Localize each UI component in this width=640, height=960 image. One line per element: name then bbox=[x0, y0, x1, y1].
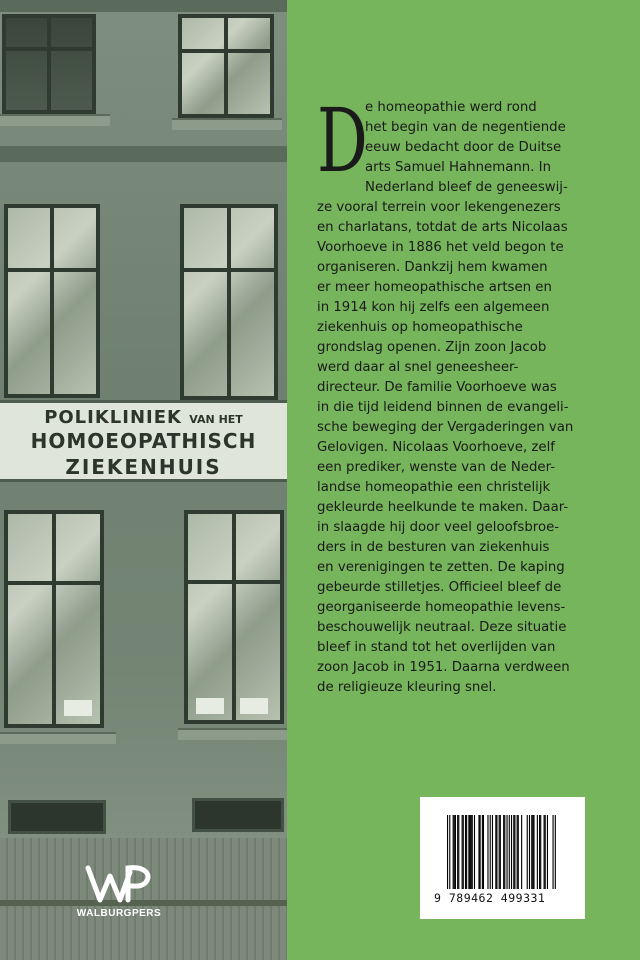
blurb-line: bleef in stand tot het overlijden van bbox=[317, 640, 556, 655]
barcode-bar bbox=[463, 815, 464, 889]
barcode-bar bbox=[514, 815, 515, 889]
blurb-line: in die tijd leidend binnen de evangeli- bbox=[317, 400, 569, 415]
blurb-line: in 1914 kon hij zelfs een algemeen bbox=[317, 300, 550, 315]
barcode-bar bbox=[529, 815, 530, 889]
blurb-line: gebeurde stilletjes. Officieel bleef de bbox=[317, 580, 562, 595]
barcode-bar bbox=[458, 815, 459, 889]
barcode-bar bbox=[482, 815, 483, 889]
blurb-line: beschouwelijk neutraal. Deze situatie bbox=[317, 620, 567, 635]
barcode-bar bbox=[478, 815, 479, 889]
barcode-bar bbox=[462, 815, 463, 889]
barcode-bar bbox=[518, 815, 519, 889]
floor-cornice bbox=[0, 146, 287, 162]
isbn-barcode bbox=[420, 797, 585, 919]
barcode-bar bbox=[545, 815, 546, 889]
barcode-bar bbox=[455, 815, 456, 889]
barcode-bar bbox=[544, 815, 545, 889]
blurb-line: een prediker, wenste van de Neder- bbox=[317, 460, 555, 475]
barcode-bar bbox=[457, 815, 458, 889]
lower-window-right bbox=[184, 510, 284, 724]
blurb-line: gekleurde heelkunde te maken. Daar- bbox=[317, 500, 569, 515]
barcode-bar bbox=[531, 815, 532, 889]
barcode-bar bbox=[547, 815, 548, 889]
barcode-bar bbox=[449, 815, 450, 889]
window-sill bbox=[0, 732, 116, 744]
basement-window bbox=[192, 798, 284, 832]
blurb-line: de religieuze kleuring snel. bbox=[317, 680, 497, 695]
blurb-line: arts Samuel Hahnemann. In bbox=[365, 160, 551, 175]
name-plate bbox=[240, 698, 268, 714]
barcode-bars bbox=[447, 815, 557, 891]
barcode-bar bbox=[474, 815, 475, 889]
blurb-line: sche beweging der Vergaderingen van bbox=[317, 420, 574, 435]
hospital-sign bbox=[0, 400, 287, 482]
sign-line-1: POLIKLINIEK VAN HET bbox=[44, 407, 243, 428]
barcode-bar bbox=[527, 815, 528, 889]
barcode-bar bbox=[540, 815, 541, 889]
blurb-line: organiseren. Dankzij hem kwamen bbox=[317, 260, 548, 275]
barcode-bar bbox=[499, 815, 500, 889]
blurb-line: en verenigingen te zetten. De kaping bbox=[317, 560, 565, 575]
barcode-bar bbox=[532, 815, 533, 889]
barcode-bar bbox=[506, 815, 507, 889]
barcode-bar bbox=[492, 815, 493, 889]
barcode-bar bbox=[495, 815, 496, 889]
barcode-bar bbox=[503, 815, 504, 889]
blurb-text bbox=[317, 89, 585, 698]
blurb-line: er meer homeopathische artsen en bbox=[317, 280, 552, 295]
publisher-name: WALBURGPERS bbox=[76, 908, 162, 919]
middle-window-right bbox=[180, 204, 278, 400]
publisher-logo bbox=[74, 862, 164, 919]
barcode-bar bbox=[500, 815, 501, 889]
barcode-bar bbox=[447, 815, 448, 889]
hospital-facade-photo bbox=[0, 0, 287, 960]
roof-cornice bbox=[0, 0, 287, 12]
name-plate bbox=[196, 698, 224, 714]
window-sill bbox=[0, 114, 110, 126]
barcode-bar bbox=[504, 815, 505, 889]
blurb-line: eeuw bedacht door de Duitse bbox=[365, 140, 562, 155]
barcode-bar bbox=[513, 815, 514, 889]
blurb-line: werd daar al snel geneesheer- bbox=[317, 360, 519, 375]
blurb-line: ze vooral terrein voor lekengenezers bbox=[317, 200, 561, 215]
isbn-digits: 9 789462 499331 bbox=[434, 891, 546, 905]
barcode-bar bbox=[490, 815, 491, 889]
sign-line-3: ZIEKENHUIS bbox=[65, 455, 222, 479]
barcode-bar bbox=[511, 815, 512, 889]
barcode-bar bbox=[553, 815, 554, 889]
blurb-line: directeur. De familie Voorhoeve was bbox=[317, 380, 557, 395]
blurb-line: ders in de besturen van ziekenhuis bbox=[317, 540, 550, 555]
blurb-line: ziekenhuis op homeopathische bbox=[317, 320, 523, 335]
barcode-bar bbox=[471, 815, 472, 889]
barcode-bar bbox=[466, 815, 467, 889]
middle-window-left bbox=[4, 204, 100, 398]
barcode-bar bbox=[517, 815, 518, 889]
upper-window-left bbox=[2, 14, 96, 114]
upper-window-right bbox=[178, 14, 274, 118]
walburg-pers-wp-logo-icon bbox=[84, 862, 154, 906]
blurb-line: het begin van de negentiende bbox=[365, 120, 566, 135]
basement-window bbox=[8, 800, 106, 834]
blurb-line: e homeopathie werd rond bbox=[365, 100, 537, 115]
barcode-bar bbox=[555, 815, 556, 889]
window-sill bbox=[172, 118, 282, 130]
barcode-bar bbox=[496, 815, 497, 889]
lower-window-left bbox=[4, 510, 104, 728]
blurb-line: Gelovigen. Nicolaas Voorhoeve, zelf bbox=[317, 440, 555, 455]
barcode-bar bbox=[483, 815, 484, 889]
barcode-bar bbox=[533, 815, 534, 889]
barcode-bar bbox=[480, 815, 481, 889]
blurb-line: zoon Jacob in 1951. Daarna verdween bbox=[317, 660, 570, 675]
barcode-bar bbox=[472, 815, 473, 889]
blurb-line: georganiseerde homeopathie levens- bbox=[317, 600, 566, 615]
barcode-bar bbox=[537, 815, 538, 889]
name-plate bbox=[64, 700, 92, 716]
barcode-bar bbox=[468, 815, 469, 889]
barcode-bar bbox=[453, 815, 454, 889]
blurb-line: Voorhoeve in 1886 het veld begon te bbox=[317, 240, 564, 255]
blurb-line: en charlatans, totdat de arts Nicolaas bbox=[317, 220, 568, 235]
barcode-bar bbox=[469, 815, 470, 889]
blurb-line: landse homeopathie een christelijk bbox=[317, 480, 551, 495]
barcode-bar bbox=[465, 815, 466, 889]
barcode-bar bbox=[509, 815, 510, 889]
barcode-bar bbox=[521, 815, 522, 889]
barcode-bar bbox=[539, 815, 540, 889]
blurb-line: grondslag openen. Zijn zoon Jacob bbox=[317, 340, 547, 355]
drop-cap: D bbox=[317, 89, 368, 192]
window-sill bbox=[178, 728, 287, 740]
barcode-bar bbox=[454, 815, 455, 889]
barcode-bar bbox=[487, 815, 488, 889]
blurb-line: in slaagde hij door veel geloofsbroe- bbox=[317, 520, 560, 535]
blurb-line: Nederland bleef de geneeswij- bbox=[365, 180, 568, 195]
sign-line-2: HOMOEOPATHISCH bbox=[30, 429, 257, 453]
